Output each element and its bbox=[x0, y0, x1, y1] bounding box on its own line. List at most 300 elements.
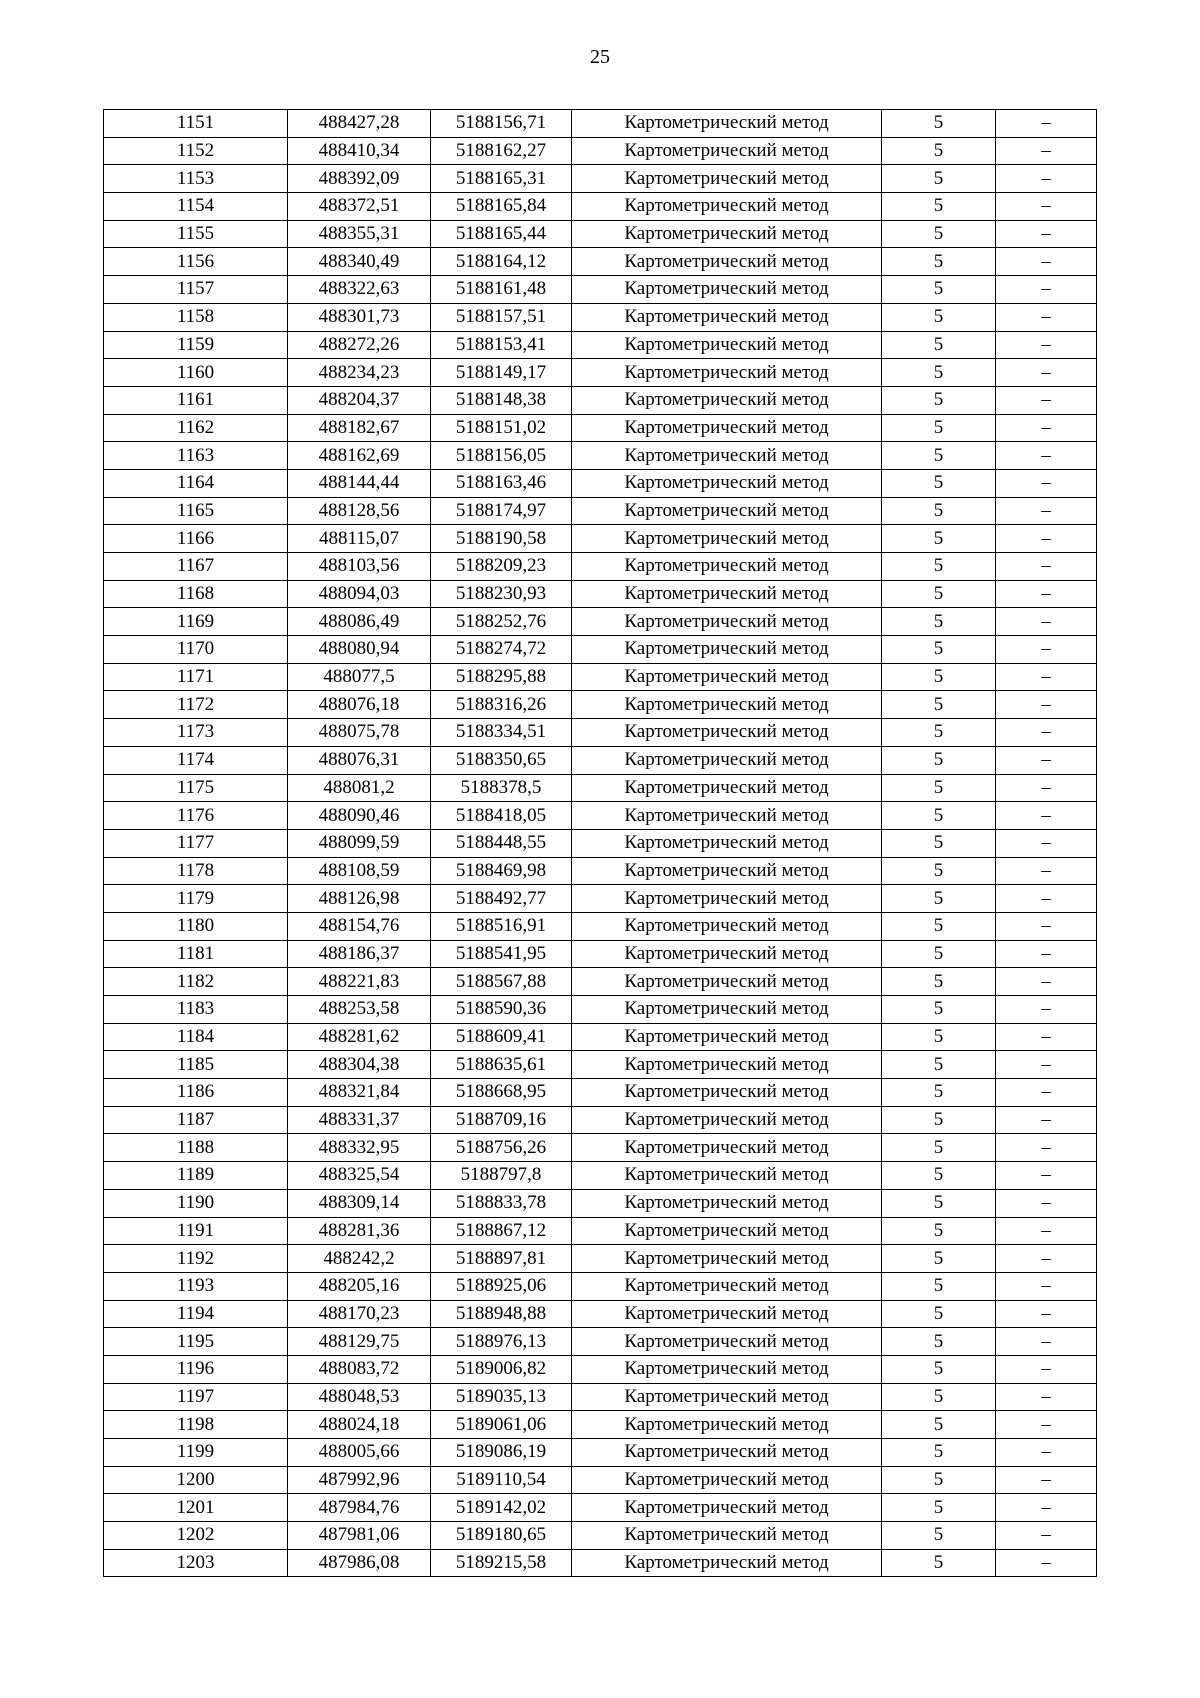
note-cell: – bbox=[996, 968, 1097, 996]
point-number-cell: 1164 bbox=[104, 469, 288, 497]
y-coordinate-cell: 5188867,12 bbox=[431, 1217, 572, 1245]
point-number-cell: 1151 bbox=[104, 110, 288, 138]
accuracy-cell: 5 bbox=[882, 1411, 996, 1439]
method-cell: Картометрический метод bbox=[572, 1079, 882, 1107]
method-cell: Картометрический метод bbox=[572, 746, 882, 774]
x-coordinate-cell: 488340,49 bbox=[288, 248, 431, 276]
y-coordinate-cell: 5188709,16 bbox=[431, 1106, 572, 1134]
note-cell: – bbox=[996, 1023, 1097, 1051]
y-coordinate-cell: 5188153,41 bbox=[431, 331, 572, 359]
method-cell: Картометрический метод bbox=[572, 1411, 882, 1439]
x-coordinate-cell: 488204,37 bbox=[288, 386, 431, 414]
point-number-cell: 1181 bbox=[104, 940, 288, 968]
y-coordinate-cell: 5188469,98 bbox=[431, 857, 572, 885]
accuracy-cell: 5 bbox=[882, 1217, 996, 1245]
point-number-cell: 1177 bbox=[104, 829, 288, 857]
accuracy-cell: 5 bbox=[882, 968, 996, 996]
y-coordinate-cell: 5188492,77 bbox=[431, 885, 572, 913]
method-cell: Картометрический метод bbox=[572, 553, 882, 581]
note-cell: – bbox=[996, 1162, 1097, 1190]
accuracy-cell: 5 bbox=[882, 442, 996, 470]
x-coordinate-cell: 488205,16 bbox=[288, 1272, 431, 1300]
y-coordinate-cell: 5188378,5 bbox=[431, 774, 572, 802]
accuracy-cell: 5 bbox=[882, 1245, 996, 1273]
y-coordinate-cell: 5189215,58 bbox=[431, 1549, 572, 1577]
method-cell: Картометрический метод bbox=[572, 442, 882, 470]
accuracy-cell: 5 bbox=[882, 912, 996, 940]
accuracy-cell: 5 bbox=[882, 276, 996, 304]
accuracy-cell: 5 bbox=[882, 580, 996, 608]
accuracy-cell: 5 bbox=[882, 165, 996, 193]
x-coordinate-cell: 488076,31 bbox=[288, 746, 431, 774]
y-coordinate-cell: 5188948,88 bbox=[431, 1300, 572, 1328]
y-coordinate-cell: 5188165,44 bbox=[431, 220, 572, 248]
accuracy-cell: 5 bbox=[882, 608, 996, 636]
y-coordinate-cell: 5188334,51 bbox=[431, 719, 572, 747]
point-number-cell: 1167 bbox=[104, 553, 288, 581]
x-coordinate-cell: 488077,5 bbox=[288, 663, 431, 691]
y-coordinate-cell: 5189061,06 bbox=[431, 1411, 572, 1439]
point-number-cell: 1195 bbox=[104, 1328, 288, 1356]
note-cell: – bbox=[996, 1383, 1097, 1411]
x-coordinate-cell: 488144,44 bbox=[288, 469, 431, 497]
point-number-cell: 1155 bbox=[104, 220, 288, 248]
note-cell: – bbox=[996, 248, 1097, 276]
accuracy-cell: 5 bbox=[882, 497, 996, 525]
accuracy-cell: 5 bbox=[882, 774, 996, 802]
table-row bbox=[104, 1355, 1097, 1383]
note-cell: – bbox=[996, 1106, 1097, 1134]
y-coordinate-cell: 5188161,48 bbox=[431, 276, 572, 304]
method-cell: Картометрический метод bbox=[572, 193, 882, 221]
accuracy-cell: 5 bbox=[882, 636, 996, 664]
accuracy-cell: 5 bbox=[882, 719, 996, 747]
method-cell: Картометрический метод bbox=[572, 414, 882, 442]
point-number-cell: 1171 bbox=[104, 663, 288, 691]
note-cell: – bbox=[996, 220, 1097, 248]
point-number-cell: 1184 bbox=[104, 1023, 288, 1051]
x-coordinate-cell: 488129,75 bbox=[288, 1328, 431, 1356]
accuracy-cell: 5 bbox=[882, 663, 996, 691]
method-cell: Картометрический метод bbox=[572, 996, 882, 1024]
y-coordinate-cell: 5189110,54 bbox=[431, 1466, 572, 1494]
point-number-cell: 1160 bbox=[104, 359, 288, 387]
table-row bbox=[104, 1079, 1097, 1107]
table-row bbox=[104, 608, 1097, 636]
note-cell: – bbox=[996, 746, 1097, 774]
table-row bbox=[104, 1245, 1097, 1273]
note-cell: – bbox=[996, 996, 1097, 1024]
method-cell: Картометрический метод bbox=[572, 829, 882, 857]
point-number-cell: 1186 bbox=[104, 1079, 288, 1107]
table-row bbox=[104, 1162, 1097, 1190]
accuracy-cell: 5 bbox=[882, 1439, 996, 1467]
point-number-cell: 1197 bbox=[104, 1383, 288, 1411]
y-coordinate-cell: 5188174,97 bbox=[431, 497, 572, 525]
accuracy-cell: 5 bbox=[882, 1189, 996, 1217]
method-cell: Картометрический метод bbox=[572, 663, 882, 691]
point-number-cell: 1187 bbox=[104, 1106, 288, 1134]
x-coordinate-cell: 488170,23 bbox=[288, 1300, 431, 1328]
accuracy-cell: 5 bbox=[882, 414, 996, 442]
y-coordinate-cell: 5189035,13 bbox=[431, 1383, 572, 1411]
accuracy-cell: 5 bbox=[882, 996, 996, 1024]
table-row bbox=[104, 885, 1097, 913]
table-row bbox=[104, 1134, 1097, 1162]
point-number-cell: 1183 bbox=[104, 996, 288, 1024]
note-cell: – bbox=[996, 1189, 1097, 1217]
x-coordinate-cell: 488332,95 bbox=[288, 1134, 431, 1162]
x-coordinate-cell: 487992,96 bbox=[288, 1466, 431, 1494]
method-cell: Картометрический метод bbox=[572, 940, 882, 968]
table-row bbox=[104, 1494, 1097, 1522]
table-row bbox=[104, 1189, 1097, 1217]
method-cell: Картометрический метод bbox=[572, 1245, 882, 1273]
y-coordinate-cell: 5189086,19 bbox=[431, 1439, 572, 1467]
table-row bbox=[104, 137, 1097, 165]
method-cell: Картометрический метод bbox=[572, 497, 882, 525]
x-coordinate-cell: 488281,36 bbox=[288, 1217, 431, 1245]
note-cell: – bbox=[996, 1355, 1097, 1383]
y-coordinate-cell: 5188230,93 bbox=[431, 580, 572, 608]
method-cell: Картометрический метод bbox=[572, 1494, 882, 1522]
table-row bbox=[104, 1023, 1097, 1051]
table-row bbox=[104, 469, 1097, 497]
x-coordinate-cell: 488075,78 bbox=[288, 719, 431, 747]
method-cell: Картометрический метод bbox=[572, 1217, 882, 1245]
x-coordinate-cell: 488272,26 bbox=[288, 331, 431, 359]
method-cell: Картометрический метод bbox=[572, 303, 882, 331]
method-cell: Картометрический метод bbox=[572, 580, 882, 608]
y-coordinate-cell: 5188350,65 bbox=[431, 746, 572, 774]
note-cell: – bbox=[996, 1494, 1097, 1522]
method-cell: Картометрический метод bbox=[572, 1189, 882, 1217]
point-number-cell: 1202 bbox=[104, 1522, 288, 1550]
x-coordinate-cell: 487986,08 bbox=[288, 1549, 431, 1577]
point-number-cell: 1201 bbox=[104, 1494, 288, 1522]
method-cell: Картометрический метод bbox=[572, 1328, 882, 1356]
table-row bbox=[104, 220, 1097, 248]
point-number-cell: 1154 bbox=[104, 193, 288, 221]
table-row bbox=[104, 1106, 1097, 1134]
table-row bbox=[104, 1383, 1097, 1411]
x-coordinate-cell: 488094,03 bbox=[288, 580, 431, 608]
accuracy-cell: 5 bbox=[882, 359, 996, 387]
table-row bbox=[104, 1051, 1097, 1079]
point-number-cell: 1192 bbox=[104, 1245, 288, 1273]
x-coordinate-cell: 488427,28 bbox=[288, 110, 431, 138]
y-coordinate-cell: 5188157,51 bbox=[431, 303, 572, 331]
accuracy-cell: 5 bbox=[882, 1355, 996, 1383]
method-cell: Картометрический метод bbox=[572, 137, 882, 165]
method-cell: Картометрический метод bbox=[572, 1272, 882, 1300]
method-cell: Картометрический метод bbox=[572, 469, 882, 497]
method-cell: Картометрический метод bbox=[572, 1023, 882, 1051]
accuracy-cell: 5 bbox=[882, 193, 996, 221]
note-cell: – bbox=[996, 857, 1097, 885]
note-cell: – bbox=[996, 608, 1097, 636]
table-row bbox=[104, 1439, 1097, 1467]
x-coordinate-cell: 488115,07 bbox=[288, 525, 431, 553]
accuracy-cell: 5 bbox=[882, 525, 996, 553]
point-number-cell: 1191 bbox=[104, 1217, 288, 1245]
method-cell: Картометрический метод bbox=[572, 1549, 882, 1577]
x-coordinate-cell: 488076,18 bbox=[288, 691, 431, 719]
point-number-cell: 1165 bbox=[104, 497, 288, 525]
x-coordinate-cell: 488410,34 bbox=[288, 137, 431, 165]
method-cell: Картометрический метод bbox=[572, 1383, 882, 1411]
note-cell: – bbox=[996, 663, 1097, 691]
accuracy-cell: 5 bbox=[882, 469, 996, 497]
table-row bbox=[104, 802, 1097, 830]
y-coordinate-cell: 5189006,82 bbox=[431, 1355, 572, 1383]
table-row bbox=[104, 1411, 1097, 1439]
method-cell: Картометрический метод bbox=[572, 1162, 882, 1190]
y-coordinate-cell: 5188418,05 bbox=[431, 802, 572, 830]
accuracy-cell: 5 bbox=[882, 1051, 996, 1079]
note-cell: – bbox=[996, 165, 1097, 193]
x-coordinate-cell: 488221,83 bbox=[288, 968, 431, 996]
point-number-cell: 1189 bbox=[104, 1162, 288, 1190]
accuracy-cell: 5 bbox=[882, 746, 996, 774]
y-coordinate-cell: 5188976,13 bbox=[431, 1328, 572, 1356]
x-coordinate-cell: 488099,59 bbox=[288, 829, 431, 857]
note-cell: – bbox=[996, 137, 1097, 165]
y-coordinate-cell: 5188156,05 bbox=[431, 442, 572, 470]
x-coordinate-cell: 488186,37 bbox=[288, 940, 431, 968]
note-cell: – bbox=[996, 940, 1097, 968]
x-coordinate-cell: 488309,14 bbox=[288, 1189, 431, 1217]
accuracy-cell: 5 bbox=[882, 1023, 996, 1051]
x-coordinate-cell: 488162,69 bbox=[288, 442, 431, 470]
method-cell: Картометрический метод bbox=[572, 1106, 882, 1134]
y-coordinate-cell: 5188833,78 bbox=[431, 1189, 572, 1217]
note-cell: – bbox=[996, 1051, 1097, 1079]
table-row bbox=[104, 636, 1097, 664]
method-cell: Картометрический метод bbox=[572, 857, 882, 885]
x-coordinate-cell: 488126,98 bbox=[288, 885, 431, 913]
method-cell: Картометрический метод bbox=[572, 110, 882, 138]
table-row bbox=[104, 165, 1097, 193]
y-coordinate-cell: 5188162,27 bbox=[431, 137, 572, 165]
table-row bbox=[104, 414, 1097, 442]
point-number-cell: 1193 bbox=[104, 1272, 288, 1300]
note-cell: – bbox=[996, 414, 1097, 442]
coordinates-table bbox=[103, 109, 1097, 1577]
table-row bbox=[104, 359, 1097, 387]
note-cell: – bbox=[996, 1466, 1097, 1494]
point-number-cell: 1180 bbox=[104, 912, 288, 940]
y-coordinate-cell: 5188635,61 bbox=[431, 1051, 572, 1079]
method-cell: Картометрический метод bbox=[572, 1439, 882, 1467]
y-coordinate-cell: 5189142,02 bbox=[431, 1494, 572, 1522]
note-cell: – bbox=[996, 386, 1097, 414]
x-coordinate-cell: 488080,94 bbox=[288, 636, 431, 664]
table-row bbox=[104, 663, 1097, 691]
point-number-cell: 1157 bbox=[104, 276, 288, 304]
note-cell: – bbox=[996, 1134, 1097, 1162]
y-coordinate-cell: 5188316,26 bbox=[431, 691, 572, 719]
point-number-cell: 1190 bbox=[104, 1189, 288, 1217]
y-coordinate-cell: 5188609,41 bbox=[431, 1023, 572, 1051]
table-row bbox=[104, 968, 1097, 996]
table-row bbox=[104, 331, 1097, 359]
table-row bbox=[104, 303, 1097, 331]
y-coordinate-cell: 5188148,38 bbox=[431, 386, 572, 414]
method-cell: Картометрический метод bbox=[572, 1466, 882, 1494]
y-coordinate-cell: 5188516,91 bbox=[431, 912, 572, 940]
accuracy-cell: 5 bbox=[882, 857, 996, 885]
y-coordinate-cell: 5188756,26 bbox=[431, 1134, 572, 1162]
point-number-cell: 1178 bbox=[104, 857, 288, 885]
accuracy-cell: 5 bbox=[882, 1549, 996, 1577]
table-row bbox=[104, 1549, 1097, 1577]
x-coordinate-cell: 488108,59 bbox=[288, 857, 431, 885]
x-coordinate-cell: 488234,23 bbox=[288, 359, 431, 387]
x-coordinate-cell: 488182,67 bbox=[288, 414, 431, 442]
table-row bbox=[104, 580, 1097, 608]
table-row bbox=[104, 386, 1097, 414]
method-cell: Картометрический метод bbox=[572, 165, 882, 193]
x-coordinate-cell: 488281,62 bbox=[288, 1023, 431, 1051]
point-number-cell: 1163 bbox=[104, 442, 288, 470]
table-row bbox=[104, 1300, 1097, 1328]
x-coordinate-cell: 488024,18 bbox=[288, 1411, 431, 1439]
note-cell: – bbox=[996, 719, 1097, 747]
accuracy-cell: 5 bbox=[882, 248, 996, 276]
note-cell: – bbox=[996, 497, 1097, 525]
point-number-cell: 1172 bbox=[104, 691, 288, 719]
note-cell: – bbox=[996, 110, 1097, 138]
table-row bbox=[104, 774, 1097, 802]
method-cell: Картометрический метод bbox=[572, 1051, 882, 1079]
table-row bbox=[104, 276, 1097, 304]
accuracy-cell: 5 bbox=[882, 553, 996, 581]
y-coordinate-cell: 5188165,84 bbox=[431, 193, 572, 221]
note-cell: – bbox=[996, 1439, 1097, 1467]
accuracy-cell: 5 bbox=[882, 1272, 996, 1300]
y-coordinate-cell: 5188149,17 bbox=[431, 359, 572, 387]
note-cell: – bbox=[996, 525, 1097, 553]
table-row bbox=[104, 1217, 1097, 1245]
method-cell: Картометрический метод bbox=[572, 1522, 882, 1550]
accuracy-cell: 5 bbox=[882, 1079, 996, 1107]
method-cell: Картометрический метод bbox=[572, 802, 882, 830]
note-cell: – bbox=[996, 469, 1097, 497]
accuracy-cell: 5 bbox=[882, 940, 996, 968]
point-number-cell: 1156 bbox=[104, 248, 288, 276]
table-row bbox=[104, 996, 1097, 1024]
note-cell: – bbox=[996, 1079, 1097, 1107]
point-number-cell: 1170 bbox=[104, 636, 288, 664]
x-coordinate-cell: 488392,09 bbox=[288, 165, 431, 193]
table-row bbox=[104, 1272, 1097, 1300]
table-row bbox=[104, 525, 1097, 553]
note-cell: – bbox=[996, 802, 1097, 830]
x-coordinate-cell: 488090,46 bbox=[288, 802, 431, 830]
y-coordinate-cell: 5188274,72 bbox=[431, 636, 572, 664]
method-cell: Картометрический метод bbox=[572, 691, 882, 719]
x-coordinate-cell: 488331,37 bbox=[288, 1106, 431, 1134]
method-cell: Картометрический метод bbox=[572, 386, 882, 414]
method-cell: Картометрический метод bbox=[572, 968, 882, 996]
accuracy-cell: 5 bbox=[882, 303, 996, 331]
method-cell: Картометрический метод bbox=[572, 276, 882, 304]
table-row bbox=[104, 940, 1097, 968]
table-row bbox=[104, 110, 1097, 138]
accuracy-cell: 5 bbox=[882, 1300, 996, 1328]
table-row bbox=[104, 912, 1097, 940]
note-cell: – bbox=[996, 829, 1097, 857]
accuracy-cell: 5 bbox=[882, 1328, 996, 1356]
coordinates-table-body bbox=[104, 110, 1097, 1577]
note-cell: – bbox=[996, 580, 1097, 608]
method-cell: Картометрический метод bbox=[572, 912, 882, 940]
point-number-cell: 1162 bbox=[104, 414, 288, 442]
method-cell: Картометрический метод bbox=[572, 359, 882, 387]
x-coordinate-cell: 488005,66 bbox=[288, 1439, 431, 1467]
x-coordinate-cell: 488103,56 bbox=[288, 553, 431, 581]
point-number-cell: 1158 bbox=[104, 303, 288, 331]
point-number-cell: 1200 bbox=[104, 1466, 288, 1494]
x-coordinate-cell: 488154,76 bbox=[288, 912, 431, 940]
note-cell: – bbox=[996, 1300, 1097, 1328]
y-coordinate-cell: 5188567,88 bbox=[431, 968, 572, 996]
point-number-cell: 1166 bbox=[104, 525, 288, 553]
x-coordinate-cell: 488048,53 bbox=[288, 1383, 431, 1411]
note-cell: – bbox=[996, 303, 1097, 331]
note-cell: – bbox=[996, 359, 1097, 387]
point-number-cell: 1185 bbox=[104, 1051, 288, 1079]
x-coordinate-cell: 488128,56 bbox=[288, 497, 431, 525]
method-cell: Картометрический метод bbox=[572, 1355, 882, 1383]
point-number-cell: 1173 bbox=[104, 719, 288, 747]
point-number-cell: 1182 bbox=[104, 968, 288, 996]
note-cell: – bbox=[996, 553, 1097, 581]
table-row bbox=[104, 1466, 1097, 1494]
y-coordinate-cell: 5188164,12 bbox=[431, 248, 572, 276]
method-cell: Картометрический метод bbox=[572, 1300, 882, 1328]
accuracy-cell: 5 bbox=[882, 885, 996, 913]
accuracy-cell: 5 bbox=[882, 1162, 996, 1190]
page-number: 25 bbox=[590, 46, 610, 68]
accuracy-cell: 5 bbox=[882, 1466, 996, 1494]
y-coordinate-cell: 5188165,31 bbox=[431, 165, 572, 193]
note-cell: – bbox=[996, 442, 1097, 470]
accuracy-cell: 5 bbox=[882, 1383, 996, 1411]
x-coordinate-cell: 488321,84 bbox=[288, 1079, 431, 1107]
x-coordinate-cell: 488242,2 bbox=[288, 1245, 431, 1273]
note-cell: – bbox=[996, 1328, 1097, 1356]
point-number-cell: 1188 bbox=[104, 1134, 288, 1162]
method-cell: Картометрический метод bbox=[572, 525, 882, 553]
point-number-cell: 1169 bbox=[104, 608, 288, 636]
y-coordinate-cell: 5188590,36 bbox=[431, 996, 572, 1024]
y-coordinate-cell: 5188163,46 bbox=[431, 469, 572, 497]
note-cell: – bbox=[996, 774, 1097, 802]
note-cell: – bbox=[996, 1245, 1097, 1273]
accuracy-cell: 5 bbox=[882, 1106, 996, 1134]
note-cell: – bbox=[996, 691, 1097, 719]
x-coordinate-cell: 488083,72 bbox=[288, 1355, 431, 1383]
table-row bbox=[104, 857, 1097, 885]
point-number-cell: 1153 bbox=[104, 165, 288, 193]
note-cell: – bbox=[996, 1217, 1097, 1245]
x-coordinate-cell: 488325,54 bbox=[288, 1162, 431, 1190]
method-cell: Картометрический метод bbox=[572, 719, 882, 747]
point-number-cell: 1196 bbox=[104, 1355, 288, 1383]
point-number-cell: 1199 bbox=[104, 1439, 288, 1467]
